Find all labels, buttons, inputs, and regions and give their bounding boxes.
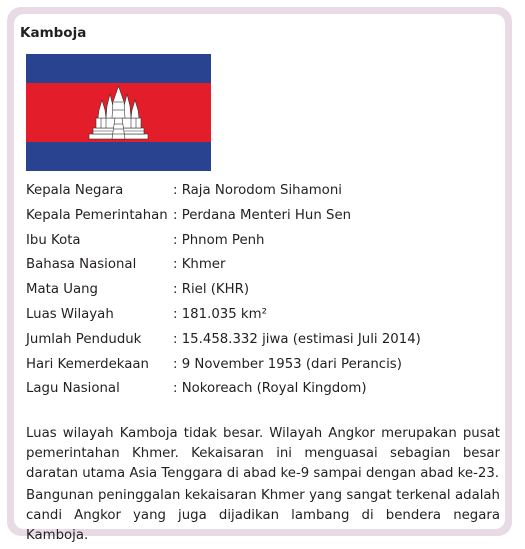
description-paragraph: Bangunan peninggalan kekaisaran Khmer yang sangat terkenal adalah candi Angkor yang juga dijadikan lambang di bendera negara Kamboja. bbox=[26, 488, 500, 543]
description-paragraph: Luas wilayah Kamboja tidak besar. Wilayah Angkor merupakan pusat pemerintahan Khmer. Kekaisaran ini menguasai sebagian besar daratan utama Asia Tenggara di abad ke-9 sampai dengan abad ke-23. bbox=[26, 426, 500, 481]
fact-label: Kepala Pemerintahan bbox=[26, 208, 168, 223]
fact-label: Kepala Negara bbox=[26, 183, 124, 198]
fact-value: : Nokoreach (Royal Kingdom) bbox=[173, 381, 367, 396]
fact-value: : Riel (KHR) bbox=[173, 282, 250, 297]
fact-value: : Khmer bbox=[173, 257, 226, 272]
fact-label: Ibu Kota bbox=[26, 233, 81, 248]
fact-value: : 15.458.332 jiwa (estimasi Juli 2014) bbox=[173, 332, 421, 347]
flag-top-stripe bbox=[26, 54, 211, 83]
fact-label: Hari Kemerdekaan bbox=[26, 357, 149, 372]
country-title: Kamboja bbox=[20, 25, 87, 41]
fact-value: : 181.035 km² bbox=[173, 307, 267, 322]
cambodia-flag bbox=[26, 54, 211, 171]
fact-label: Luas Wilayah bbox=[26, 307, 114, 322]
fact-value: : Phnom Penh bbox=[173, 233, 265, 248]
fact-value: : Raja Norodom Sihamoni bbox=[173, 183, 342, 198]
fact-value: : Perdana Menteri Hun Sen bbox=[173, 208, 352, 223]
fact-label: Jumlah Penduduk bbox=[26, 332, 142, 347]
fact-value: : 9 November 1953 (dari Perancis) bbox=[173, 357, 402, 372]
fact-label: Mata Uang bbox=[26, 282, 98, 297]
fact-label: Lagu Nasional bbox=[26, 381, 120, 396]
fact-label: Bahasa Nasional bbox=[26, 257, 137, 272]
flag-bottom-stripe bbox=[26, 142, 211, 171]
